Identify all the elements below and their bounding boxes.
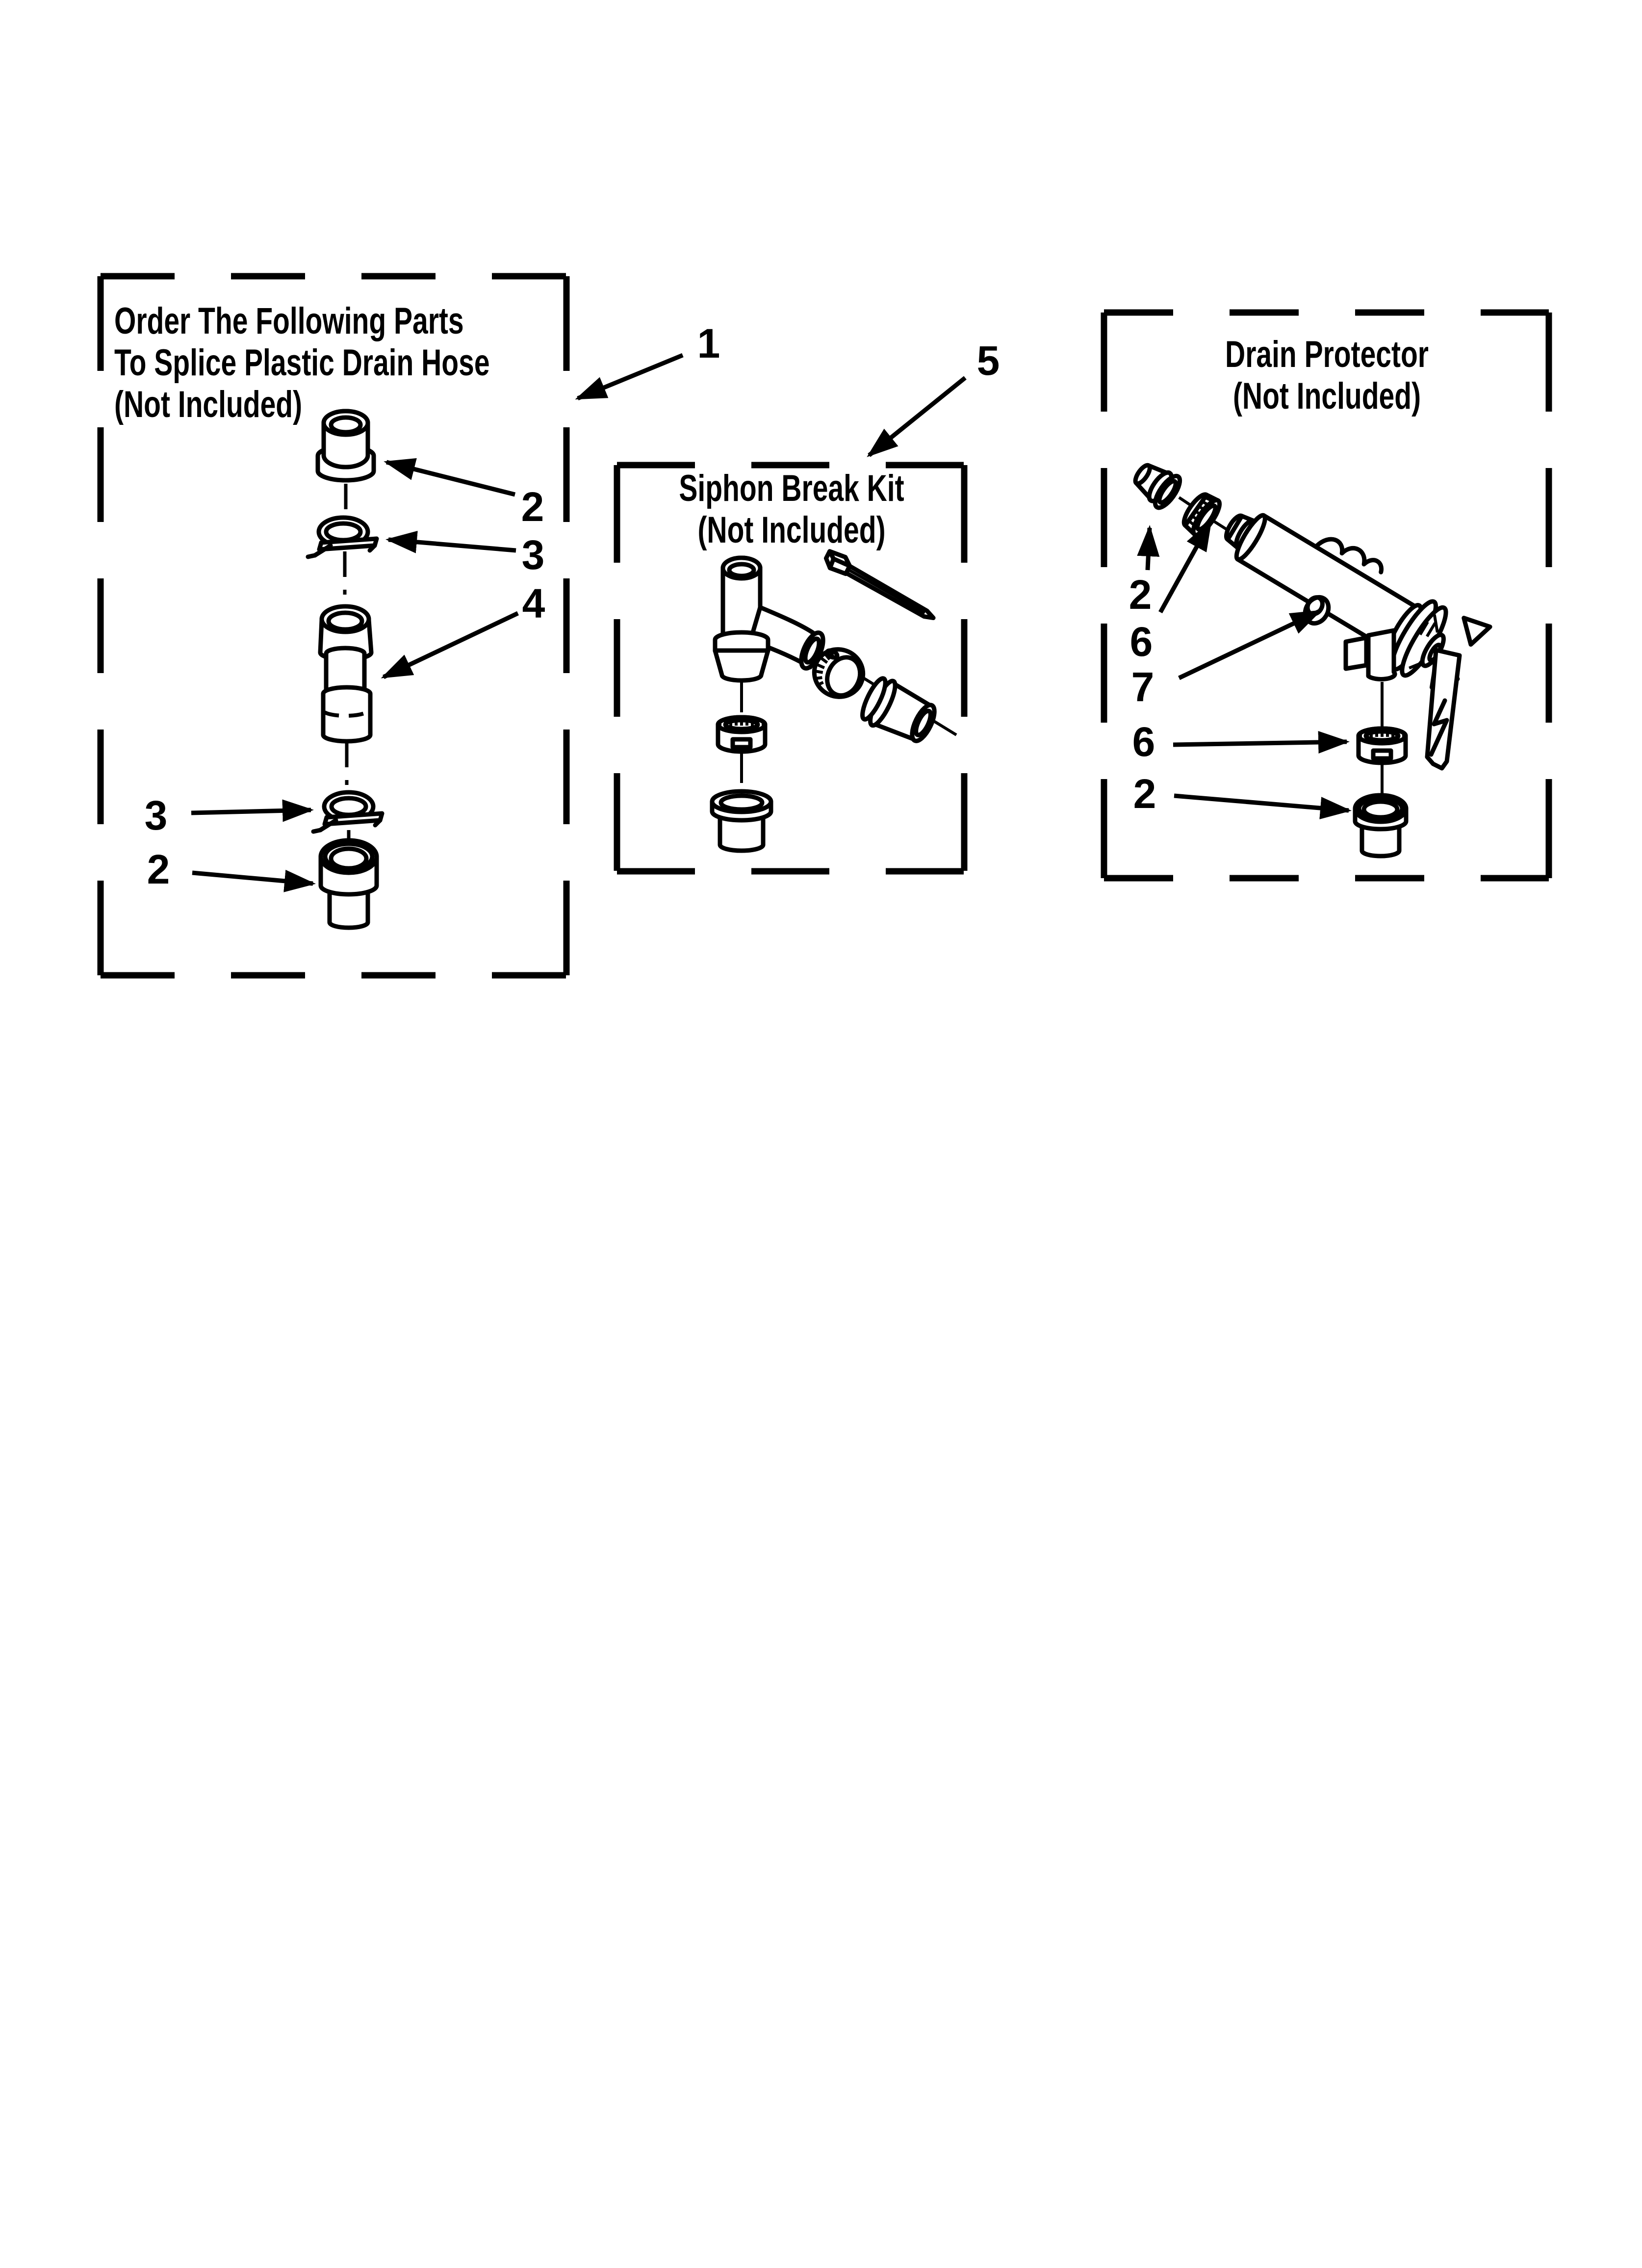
callout-4-splice-right: 4 [522, 580, 545, 626]
callout-2-splice-left: 2 [147, 846, 170, 892]
clamp-ring-top-drawing [1179, 490, 1224, 538]
arrow-ref6-to-clamp-ring-top [1160, 522, 1210, 612]
callout-6-drain-lower: 6 [1132, 719, 1155, 765]
splice-panel-title [114, 300, 490, 425]
drain-cup-bottom-drawing [1355, 795, 1406, 856]
cable-tie-drawing [823, 549, 940, 621]
drain-valve-lever-drawing [1427, 650, 1460, 768]
hose-coupling-bottom-drawing [321, 840, 377, 928]
splice-connector-drawing [320, 606, 371, 741]
arrow-ref2-to-coupling-top [386, 462, 515, 495]
drain-title-line2: (Not Included) [1232, 375, 1421, 417]
callout-7-drain: 7 [1131, 664, 1155, 710]
splice-title-line3: (Not Included) [114, 384, 303, 425]
drain-title-line1: Drain Protector [1225, 334, 1429, 375]
callout-5-siphon-panel: 5 [976, 338, 1000, 384]
callout-2-drain-bottom: 2 [1133, 771, 1156, 817]
callout-3-splice-right: 3 [521, 532, 545, 578]
arrow-ref7-to-valve-body [1179, 611, 1319, 678]
splice-exploded-drawing [308, 411, 382, 928]
arrow-ref3-to-clamp-upper [388, 540, 516, 550]
drain-valve-legs-drawing [1346, 630, 1395, 679]
callout-6-drain-upper: 6 [1129, 619, 1153, 665]
arrow-ref6-to-clamp-ring-bottom [1173, 742, 1347, 745]
hose-clamp-lower-drawing [313, 792, 382, 832]
arrow-ref3-to-clamp-lower [191, 810, 311, 813]
siphon-title-line2: (Not Included) [697, 509, 886, 551]
arrow-ref2-to-coupling-bottom [192, 873, 313, 884]
callout-2-drain-top: 2 [1129, 572, 1152, 618]
arrow-ref4-to-connector [384, 613, 518, 677]
drain-panel-title [1160, 334, 1493, 417]
arrow-ref2-to-drain-cup-top [1148, 528, 1150, 570]
splice-title-line2: To Splice Plastic Drain Hose [114, 342, 490, 384]
siphon-clamp-ring-drawing [718, 717, 765, 752]
callout-2-splice-right: 2 [521, 484, 544, 530]
siphon-grommet-drawing [712, 791, 771, 851]
callout-3-splice-left: 3 [144, 792, 168, 838]
arrow-ref5-to-siphon-box [869, 378, 965, 455]
splice-title-line1: Order The Following Parts [114, 300, 464, 342]
clamp-ring-bottom-drawing [1359, 729, 1406, 763]
siphon-title-line1: Siphon Break Kit [679, 468, 904, 509]
callout-1-splice-panel: 1 [697, 320, 720, 366]
hose-clamp-upper-drawing [308, 518, 377, 557]
arrow-ref2-to-drain-cup-bottom [1174, 796, 1349, 810]
arrow-ref1-to-splice-box [578, 355, 683, 398]
siphon-standpipe-drawing [715, 558, 827, 680]
siphon-hose-adapter-drawing [857, 674, 941, 749]
drain-cup-top-drawing [1129, 457, 1184, 512]
siphon-kit-drawing [712, 549, 956, 851]
siphon-panel-title [662, 468, 921, 551]
